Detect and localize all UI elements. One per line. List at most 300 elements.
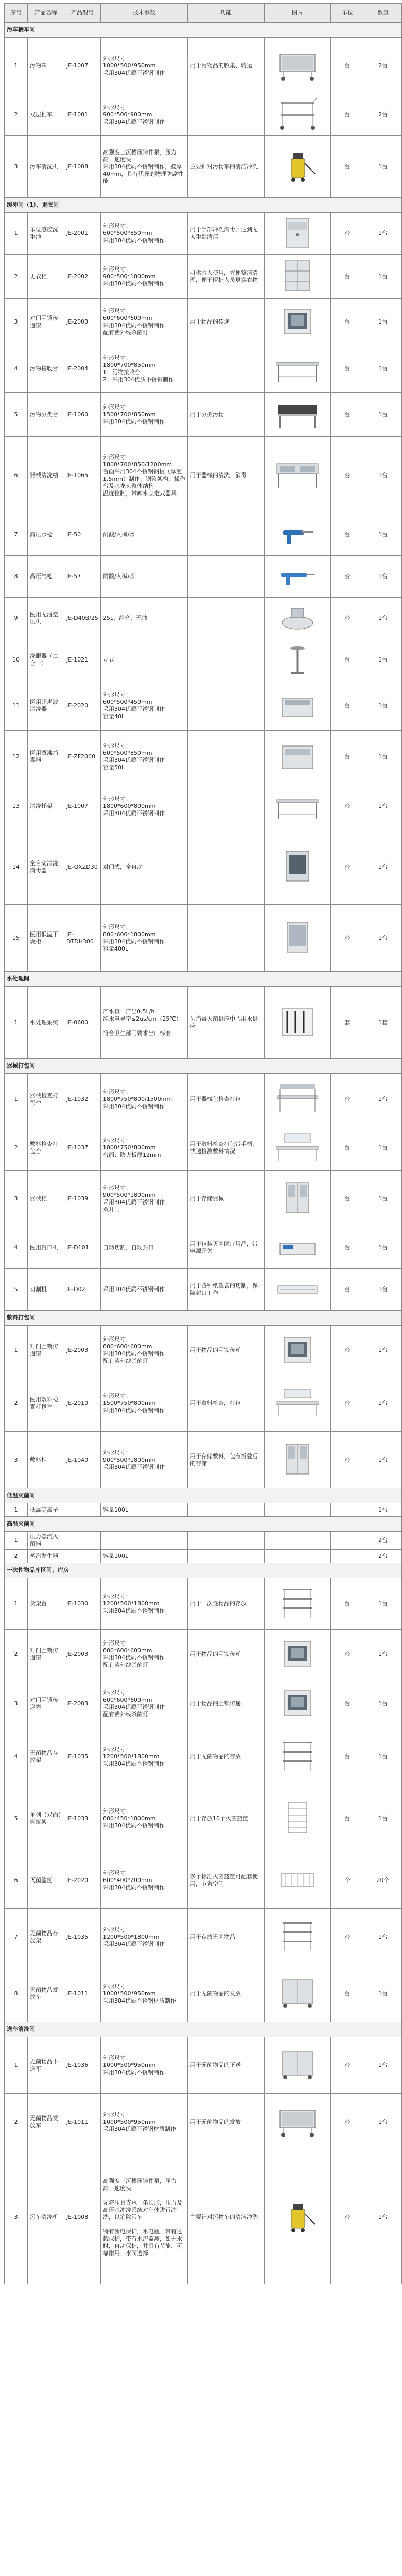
spec-line: 600*500*850mm — [103, 230, 152, 236]
product-use: 用于敷料检查，打包 — [188, 1375, 265, 1432]
product-unit: 台 — [331, 2094, 364, 2150]
spec-line: 外形尺寸： — [103, 795, 131, 802]
table-body — [5, 23, 402, 2284]
rack-icon — [273, 1738, 322, 1774]
spec-line: 外形尺寸： — [103, 923, 131, 930]
spec-line: 1200*500*1800mm — [103, 1933, 160, 1940]
spec-line: 900*500*1800mm — [103, 1456, 156, 1463]
table-row — [5, 1227, 402, 1269]
header-use: 功能 — [188, 4, 265, 23]
product-name: 水处理系统 — [28, 987, 64, 1059]
row-index: 6 — [5, 437, 28, 514]
section-title: 敷料打包间 — [5, 1311, 402, 1326]
table-row — [5, 1171, 402, 1227]
product-use — [188, 783, 265, 829]
spec-line: 外形尺寸： — [103, 1639, 131, 1647]
gun-icon — [273, 516, 322, 552]
product-use: 用于物品的互锁传递 — [188, 1679, 265, 1728]
tech-spec — [101, 783, 188, 829]
sealer-icon — [273, 1229, 322, 1265]
row-index: 1 — [5, 2037, 28, 2094]
tech-spec — [101, 299, 188, 345]
product-unit: 台 — [331, 136, 364, 198]
product-model: JE-1037 — [64, 1125, 101, 1171]
product-model: JE-2020 — [64, 1852, 101, 1909]
autowasher-icon — [273, 848, 322, 884]
header-name: 产品名称 — [28, 4, 64, 23]
table-row — [5, 38, 402, 94]
product-name: 器械柜 — [28, 1171, 64, 1227]
cabinet-icon — [273, 1441, 322, 1477]
tech-spec — [101, 1375, 188, 1432]
spec-line: 容量50L — [103, 764, 125, 771]
product-image — [265, 1503, 331, 1517]
product-model: JE-2003 — [64, 1326, 101, 1375]
table-row — [5, 1432, 402, 1488]
spec-line: 外形尺寸： — [103, 403, 131, 411]
product-unit: 台 — [331, 1432, 364, 1488]
product-unit: 台 — [331, 905, 364, 972]
header-model: 产品型号 — [64, 4, 101, 23]
product-model: JE-1008 — [64, 2150, 101, 2284]
product-unit: 台 — [331, 1728, 364, 1785]
spec-line: 先将压具支承一条长形，压力及高压水冲洗系统对车体进行冲洗，以消除污车 — [103, 2199, 182, 2221]
product-image — [265, 1578, 331, 1630]
product-use: 用于无菌物品的下送 — [188, 2037, 265, 2094]
spec-line: 1200*500*1800mm — [103, 1600, 160, 1607]
product-name: 无菌物品发放车 — [28, 1965, 64, 2022]
row-index: 1 — [5, 1074, 28, 1125]
product-name: 高压气枪 — [28, 556, 64, 598]
product-model: JE-1035 — [64, 1728, 101, 1785]
dryer-icon — [273, 919, 322, 955]
row-index: 13 — [5, 783, 28, 829]
product-unit: 台 — [331, 299, 364, 345]
tech-spec — [101, 1269, 188, 1311]
product-name: 敷料柜 — [28, 1432, 64, 1488]
spec-line: 立式 — [103, 656, 114, 663]
table-icon — [273, 396, 322, 432]
product-use — [188, 681, 265, 731]
tech-spec — [101, 393, 188, 437]
section-title: 污车辆车间 — [5, 23, 402, 38]
product-name: 低温等离子 — [28, 1503, 64, 1517]
row-index: 1 — [5, 1578, 28, 1630]
tech-spec — [101, 1728, 188, 1785]
product-unit: 台 — [331, 393, 364, 437]
spec-line: 外形尺寸： — [103, 223, 131, 229]
product-use: 用于手部冲洗消毒，达到无人手部清洁 — [188, 213, 265, 255]
product-unit: 套 — [331, 987, 364, 1059]
section-row — [5, 1059, 402, 1074]
row-index: 6 — [5, 1852, 28, 1909]
spec-line: 外形尺寸： — [103, 1184, 131, 1191]
washer-icon — [273, 148, 322, 184]
spec-line: 采用304优质不锈钢制作 — [103, 321, 165, 329]
table-row — [5, 1785, 402, 1852]
product-use: 用于各种纸塑袋的切割，保障封口工作 — [188, 1269, 265, 1311]
product-name: 切割机 — [28, 1269, 64, 1311]
spec-line: 容量400L — [103, 945, 129, 952]
tech-spec — [101, 1074, 188, 1125]
tech-spec — [101, 1965, 188, 2022]
spec-line: 外形尺寸： — [103, 354, 131, 361]
table-row — [5, 987, 402, 1059]
product-qty: 1台 — [364, 1578, 402, 1630]
tech-spec — [101, 1432, 188, 1488]
product-model: JE-1040 — [64, 1432, 101, 1488]
product-use — [188, 514, 265, 556]
gun2-icon — [273, 557, 322, 594]
row-index: 8 — [5, 556, 28, 598]
product-model: JE-D02 — [64, 1269, 101, 1311]
product-qty: 1台 — [364, 1503, 402, 1517]
spec-line — [103, 1537, 185, 1544]
product-image — [265, 2150, 331, 2284]
product-name: 器械检查打包台 — [28, 1074, 64, 1125]
row-index: 2 — [5, 94, 28, 136]
product-unit: 台 — [331, 556, 364, 598]
product-name: 全自动清洗消毒器 — [28, 829, 64, 905]
product-image — [265, 437, 331, 514]
product-use: 用于无菌物品的发放 — [188, 2094, 265, 2150]
ultrasonic-icon — [273, 687, 322, 723]
product-name: 医用封口机 — [28, 1227, 64, 1269]
table-row — [5, 1852, 402, 1909]
spec-line: 1000*500*950mm — [103, 2118, 156, 2125]
product-name: 无菌物品发放车 — [28, 2094, 64, 2150]
table-row — [5, 393, 402, 437]
tech-spec — [101, 514, 188, 556]
spec-line: 外形尺寸： — [103, 453, 131, 461]
spec-line: 600*500*450mm — [103, 698, 152, 705]
tech-spec — [101, 1909, 188, 1965]
spec-line: 1200*500*1800mm — [103, 1753, 160, 1760]
cabinet-icon — [273, 1180, 322, 1216]
product-name: 对门互锁传递窗 — [28, 299, 64, 345]
product-use: 用于物品的互锁传递 — [188, 1326, 265, 1375]
section-title: 高温灭菌间 — [5, 1517, 402, 1532]
rack-icon — [273, 1918, 322, 1954]
product-image — [265, 1432, 331, 1488]
product-unit: 台 — [331, 1375, 364, 1432]
product-use: 主要针对污物车的清洁冲洗 — [188, 2150, 265, 2284]
product-qty: 1台 — [364, 556, 402, 598]
product-model: JE-2004 — [64, 345, 101, 393]
spec-line: 采用304优质不锈钢制作 — [103, 756, 165, 764]
spec-line: 1500*700*850mm — [103, 411, 156, 418]
spec-line: 采用304优质不锈钢制作 — [103, 1607, 165, 1614]
product-unit: 台 — [331, 2150, 364, 2284]
product-name: 医用无油空压机 — [28, 598, 64, 639]
product-unit: 台 — [331, 345, 364, 393]
product-name: 压力蒸汽灭菌器 — [28, 1532, 64, 1550]
tech-spec — [101, 136, 188, 198]
table-row — [5, 1125, 402, 1171]
product-name: 双层推车 — [28, 94, 64, 136]
spec-line: 1000*500*950mm — [103, 62, 156, 69]
row-index: 1 — [5, 987, 28, 1059]
section-row — [5, 2022, 402, 2037]
row-index: 14 — [5, 829, 28, 905]
product-image — [265, 783, 331, 829]
product-image — [265, 136, 331, 198]
table-row — [5, 639, 402, 681]
spec-line: 特有断电保护，水电瓶、带有过载保护，带有水流监测，如无水时，自动保护，并具有节能、可靠耐用、水阀选择 — [103, 2228, 182, 2257]
spec-line: 1800*600*800mm — [103, 802, 156, 809]
row-index: 4 — [5, 345, 28, 393]
product-image — [265, 639, 331, 681]
tech-spec — [101, 38, 188, 94]
product-qty: 1台 — [364, 2037, 402, 2094]
tech-spec — [101, 1503, 188, 1517]
product-model: JE-1011 — [64, 1965, 101, 2022]
product-name: 医用敷料检查打包台 — [28, 1375, 64, 1432]
table-row — [5, 731, 402, 783]
product-model: JE-QXZD30 — [64, 829, 101, 905]
spec-line: 容量40L — [103, 713, 125, 720]
product-use — [188, 1532, 265, 1550]
product-image — [265, 1532, 331, 1550]
product-use — [188, 1550, 265, 1563]
product-model: JE-1036 — [64, 2037, 101, 2094]
spec-line: 600*600*600mm — [103, 1696, 152, 1703]
spec-line: 符合卫生部门要求出厂标准 — [103, 1029, 171, 1037]
product-unit: 台 — [331, 1630, 364, 1679]
product-qty: 2台 — [364, 1532, 402, 1550]
product-unit: 台 — [331, 731, 364, 783]
product-name: 污车清洗机 — [28, 2150, 64, 2284]
table-row — [5, 514, 402, 556]
tech-spec — [101, 1679, 188, 1728]
spec-line: 采用304优质不锈钢制作 — [103, 1940, 165, 1947]
equipment-sheet — [4, 3, 390, 2284]
tech-spec — [101, 1785, 188, 1852]
product-qty: 20个 — [364, 1852, 402, 1909]
product-unit: 台 — [331, 2037, 364, 2094]
spec-line: 1000*500*950mm — [103, 2061, 156, 2069]
row-index: 2 — [5, 1375, 28, 1432]
spec-line: 900*500*1800mm — [103, 273, 156, 280]
product-qty: 1台 — [364, 1679, 402, 1728]
spec-line: 1800*750*800mm — [103, 1144, 156, 1151]
product-image — [265, 1965, 331, 2022]
spec-line: 采用304优质不锈钢制作 — [103, 1822, 165, 1829]
product-use: 用于物品的互锁传递 — [188, 1630, 265, 1679]
table-row — [5, 783, 402, 829]
row-index: 3 — [5, 299, 28, 345]
row-index: 4 — [5, 1227, 28, 1269]
equipment-table — [4, 3, 402, 2284]
table-row — [5, 1909, 402, 1965]
table-row — [5, 94, 402, 136]
table-row — [5, 299, 402, 345]
spec-line: 采用304优质不锈钢制作 — [103, 1198, 165, 1206]
tech-spec — [101, 1550, 188, 1563]
product-model: JE-2003 — [64, 1630, 101, 1679]
product-unit: 台 — [331, 213, 364, 255]
spec-line: 配有紫外线杀菌灯 — [103, 1710, 148, 1718]
closedcart-icon — [273, 2046, 322, 2082]
spec-line: 容量100L — [103, 1506, 129, 1513]
product-name: 污物分类台 — [28, 393, 64, 437]
product-use — [188, 639, 265, 681]
product-qty: 1台 — [364, 829, 402, 905]
header-unit: 单位 — [331, 4, 364, 23]
eyewash-icon — [273, 641, 322, 677]
packtable-icon — [273, 1080, 322, 1116]
table-row — [5, 1375, 402, 1432]
product-name: 无菌物品存放架 — [28, 1909, 64, 1965]
spec-line: 采用304优质不锈钢制作 — [103, 280, 165, 287]
tech-spec — [101, 2037, 188, 2094]
product-use: 多个标准灭菌篮筐可配套使用，节省空间 — [188, 1852, 265, 1909]
row-index: 1 — [5, 38, 28, 94]
product-qty: 1套 — [364, 987, 402, 1059]
product-image — [265, 1227, 331, 1269]
header-img: 图片 — [265, 4, 331, 23]
spec-line: 1800*750*800/1500mm — [103, 1095, 172, 1103]
cart-icon — [273, 2103, 322, 2139]
spec-line: 600*450*1800mm — [103, 1815, 156, 1822]
tech-spec — [101, 94, 188, 136]
product-qty: 1台 — [364, 681, 402, 731]
table-row — [5, 598, 402, 639]
spec-line: 纯水电导率≤2us/cm（25℃） — [103, 1015, 182, 1022]
product-name: 医用低温干燥柜 — [28, 905, 64, 972]
compressor-icon — [273, 599, 322, 635]
product-use — [188, 598, 265, 639]
tech-spec — [101, 2094, 188, 2150]
table-row — [5, 255, 402, 299]
table-row — [5, 1578, 402, 1630]
product-name: 污物车 — [28, 38, 64, 94]
spec-line: 采用304优质不锈钢材质制作 — [103, 2125, 176, 2132]
spec-line: 600*400*200mm — [103, 1876, 152, 1884]
product-image — [265, 1728, 331, 1785]
product-model: JE-D101 — [64, 1227, 101, 1269]
product-use: 用于存放10个灭菌篮筐 — [188, 1785, 265, 1852]
product-unit: 台 — [331, 94, 364, 136]
spec-line: 耐酸/入碱/水 — [103, 531, 135, 538]
tech-spec — [101, 1171, 188, 1227]
product-name: 单列（双面）篮筐架 — [28, 1785, 64, 1852]
product-unit: 台 — [331, 255, 364, 299]
spec-line: 外形尺寸： — [103, 1982, 131, 1990]
trough-icon — [273, 456, 322, 493]
tech-spec — [101, 1326, 188, 1375]
product-model: JE-2020 — [64, 681, 101, 731]
product-qty: 2台 — [364, 1550, 402, 1563]
product-use — [188, 345, 265, 393]
product-unit: 台 — [331, 38, 364, 94]
section-title: 缓冲间（1）、更衣间 — [5, 198, 402, 213]
spec-line: 采用304优质不锈钢制作 — [103, 118, 165, 125]
section-row — [5, 23, 402, 38]
table-row — [5, 2150, 402, 2284]
product-use — [188, 1503, 265, 1517]
spec-line — [103, 2221, 185, 2228]
section-row — [5, 198, 402, 213]
table-row — [5, 905, 402, 972]
product-name: 无菌物品下送车 — [28, 2037, 64, 2094]
cart-icon — [273, 47, 322, 83]
product-image — [265, 38, 331, 94]
washer-icon — [273, 2198, 322, 2234]
product-qty: 1台 — [364, 1728, 402, 1785]
product-model: JE-2010 — [64, 1375, 101, 1432]
locker-icon — [273, 258, 322, 294]
product-qty: 1台 — [364, 1074, 402, 1125]
product-name: 医用煮沸消毒器 — [28, 731, 64, 783]
product-image — [265, 2037, 331, 2094]
spec-line: 采用304优质不锈钢制作 — [103, 2069, 165, 2076]
product-use: 用于分拣污物 — [188, 393, 265, 437]
product-name: 对门互锁传递窗 — [28, 1679, 64, 1728]
product-unit: 台 — [331, 1269, 364, 1311]
product-unit: 台 — [331, 1125, 364, 1171]
row-index: 1 — [5, 1503, 28, 1517]
table-row — [5, 2037, 402, 2094]
product-qty: 1台 — [364, 1375, 402, 1432]
row-index: 5 — [5, 1269, 28, 1311]
spec-line: 高强度三沉槽压铸件泵，压力高、速度快 — [103, 2177, 177, 2192]
spec-line: 采用304优质不锈钢制作 — [103, 69, 165, 76]
spec-line: 25L，静音，无油 — [103, 615, 148, 621]
tech-spec — [101, 2150, 188, 2284]
product-name: 器械清洗槽 — [28, 437, 64, 514]
product-qty: 1台 — [364, 1227, 402, 1269]
spec-line: 采用304优质不锈钢制作，壁厚40mm，具有优异的物理防腐性能 — [103, 163, 184, 184]
spec-line: 2、采用304优质不锈钢制作 — [103, 376, 174, 383]
row-index: 15 — [5, 905, 28, 972]
table-row — [5, 437, 402, 514]
product-qty: 1台 — [364, 1269, 402, 1311]
passbox-icon — [273, 1685, 322, 1721]
product-qty: 1台 — [364, 345, 402, 393]
table-row — [5, 556, 402, 598]
tech-spec — [101, 1227, 188, 1269]
spec-line — [103, 1023, 185, 1030]
product-qty: 1台 — [364, 136, 402, 198]
product-model: JE-1007 — [64, 38, 101, 94]
product-use: 主要针对污物车的清洁冲洗 — [188, 136, 265, 198]
tech-spec — [101, 1630, 188, 1679]
product-qty: 1台 — [364, 1326, 402, 1375]
product-model: JE-1011 — [64, 2094, 101, 2150]
table-row — [5, 1074, 402, 1125]
product-use: 用于器械包检查打包 — [188, 1074, 265, 1125]
spec-line: 外形尺寸： — [103, 1392, 131, 1399]
spec-line: 1000*500*950mm — [103, 1990, 156, 1997]
product-name: 对门互锁传递窗 — [28, 1326, 64, 1375]
row-index: 12 — [5, 731, 28, 783]
spec-line: 采用304优质不锈钢制作 — [103, 705, 165, 713]
product-unit: 台 — [331, 1227, 364, 1269]
basket-icon — [273, 1861, 322, 1897]
tech-spec — [101, 437, 188, 514]
basketrack-icon — [273, 1800, 322, 1836]
spec-line: 外形尺寸： — [103, 1137, 131, 1144]
product-model: JE-2001 — [64, 213, 101, 255]
product-model: JE-1060 — [64, 393, 101, 437]
spec-line: 600*500*850mm — [103, 749, 152, 756]
product-unit: 台 — [331, 639, 364, 681]
product-use — [188, 905, 265, 972]
spec-line — [103, 2192, 185, 2199]
spec-line: 外形尺寸： — [103, 1807, 131, 1815]
table-row — [5, 136, 402, 198]
